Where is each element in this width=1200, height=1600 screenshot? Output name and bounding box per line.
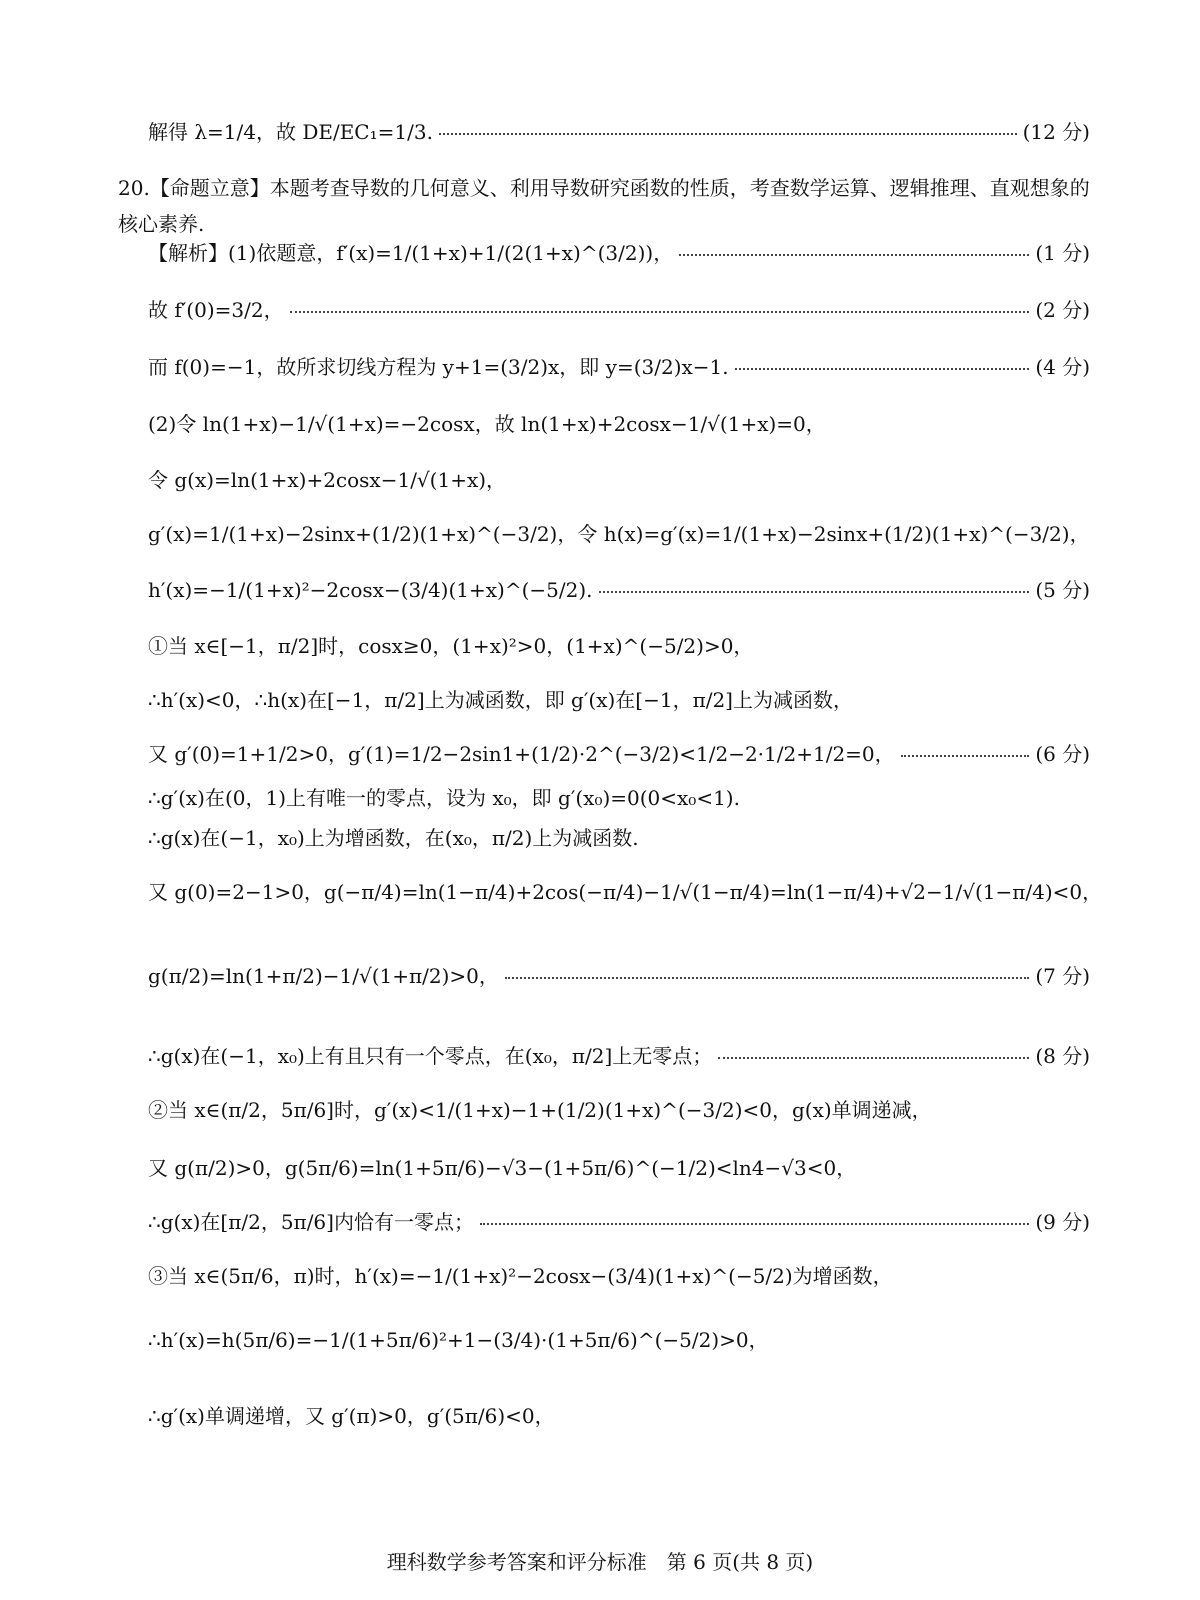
line-text: 故 f′(0)=3/2， [148,298,284,322]
solution-line [148,690,1090,710]
line-text: ∴h′(x)<0，∴h(x)在[−1，π/2]上为减函数，即 g′(x)在[−1，π/2]上为减函数， [148,688,853,712]
line-text: 又 g(π/2)>0，g(5π/6)=ln(1+5π/6)−√3−(1+5π/6)^(−1/2)<ln4−√3<0， [148,1156,857,1180]
leader-dots [439,133,1017,135]
line-text: ∴g(x)在[π/2，5π/6]内恰有一零点； [148,1210,474,1234]
solution-line [148,524,1090,544]
solution-line [148,1158,1090,1178]
line-text: ∴g(x)在(−1，x₀)上有且只有一个零点，在(x₀，π/2]上无零点； [148,1044,713,1068]
solution-line [148,580,1090,600]
solution-line [148,122,1090,142]
solution-line [148,1046,1090,1066]
line-text: 又 g(0)=2−1>0，g(−π/4)=ln(1−π/4)+2cos(−π/4)−1/√(1−π/4)=ln(1−π/4)+√2−1/√(1−π/4)<0， [148,880,1103,904]
leader-dots [735,368,1030,370]
leader-dots [599,591,1030,593]
line-text: ∴g(x)在(−1，x₀)上为增函数，在(x₀，π/2)上为减函数. [148,826,639,850]
line-text: h′(x)=−1/(1+x)²−2cosx−(3/4)(1+x)^(−5/2). [148,578,593,602]
score-label: (8 分) [1035,1044,1090,1068]
solution-line [148,1266,1090,1286]
line-text: g′(x)=1/(1+x)−2sinx+(1/2)(1+x)^(−3/2)，令 h(x)=g′(x)=1/(1+x)−2sinx+(1/2)(1+x)^(−3/2)， [148,522,1090,546]
score-label: (2 分) [1035,298,1090,322]
solution-line [148,744,1090,764]
solution-line [148,966,1090,986]
solution-line [148,1212,1090,1232]
leader-dots [290,311,1030,313]
solution-line [148,1330,1090,1350]
score-label: (7 分) [1035,964,1090,988]
solution-line [148,357,1090,377]
page-footer: 理科数学参考答案和评分标准 第 6 页(共 8 页) [386,1550,814,1574]
score-label: (1 分) [1035,241,1090,265]
score-label: (4 分) [1035,355,1090,379]
leader-dots [480,1223,1029,1225]
leader-dots [679,254,1029,256]
score-label: (9 分) [1035,1210,1090,1234]
solution-line [148,470,1090,490]
line-text: 【解析】(1)依题意，f′(x)=1/(1+x)+1/(2(1+x)^(3/2))， [148,241,674,265]
solution-line [148,828,1090,848]
solution-line [148,243,1090,263]
line-text: ③当 x∈(5π/6，π)时，h′(x)=−1/(1+x)²−2cosx−(3/4)(1+x)^(−5/2)为增函数， [148,1264,893,1288]
line-text: 令 g(x)=ln(1+x)+2cosx−1/√(1+x)， [148,468,507,492]
solution-line [148,300,1090,320]
leader-dots [901,755,1030,757]
solution-line [148,636,1090,656]
score-label: (5 分) [1035,578,1090,602]
line-text: ∴g′(x)在(0，1)上有唯一的零点，设为 x₀，即 g′(x₀)=0(0<x₀<1). [148,786,740,810]
leader-dots [718,1057,1029,1059]
line-text: ∴h′(x)=h(5π/6)=−1/(1+5π/6)²+1−(3/4)·(1+5π/6)^(−5/2)>0， [148,1328,769,1352]
score-label: (6 分) [1035,742,1090,766]
solution-line [148,880,1103,904]
line-text: 解得 λ=1/4，故 DE/EC₁=1/3. [148,120,433,144]
score-label: (12 分) [1022,120,1090,144]
solution-line [148,1100,1090,1120]
solution-line [148,1406,1090,1426]
leader-dots [505,977,1029,979]
line-text: 又 g′(0)=1+1/2>0，g′(1)=1/2−2sin1+(1/2)·2^(−3/2)<1/2−2·1/2+1/2=0， [148,742,895,766]
line-text: ①当 x∈[−1，π/2]时，cosx≥0，(1+x)²>0，(1+x)^(−5/2)>0， [148,634,754,658]
solution-line [118,170,1090,242]
line-text: 而 f(0)=−1，故所求切线方程为 y+1=(3/2)x，即 y=(3/2)x−1. [148,355,729,379]
line-text: (2)令 ln(1+x)−1/√(1+x)=−2cosx，故 ln(1+x)+2cosx−1/√(1+x)=0， [148,412,826,436]
line-text: g(π/2)=ln(1+π/2)−1/√(1+π/2)>0， [148,964,499,988]
line-text: ②当 x∈(π/2，5π/6]时，g′(x)<1/(1+x)−1+(1/2)(1+x)^(−3/2)<0，g(x)单调递减， [148,1098,932,1122]
line-text: 20.【命题立意】本题考查导数的几何意义、利用导数研究函数的性质，考查数学运算、逻辑推理、直观想象的核心素养. [118,176,1090,236]
solution-line [148,414,1090,434]
solution-line [148,788,1090,808]
line-text: ∴g′(x)单调递增，又 g′(π)>0，g′(5π/6)<0， [148,1404,555,1428]
